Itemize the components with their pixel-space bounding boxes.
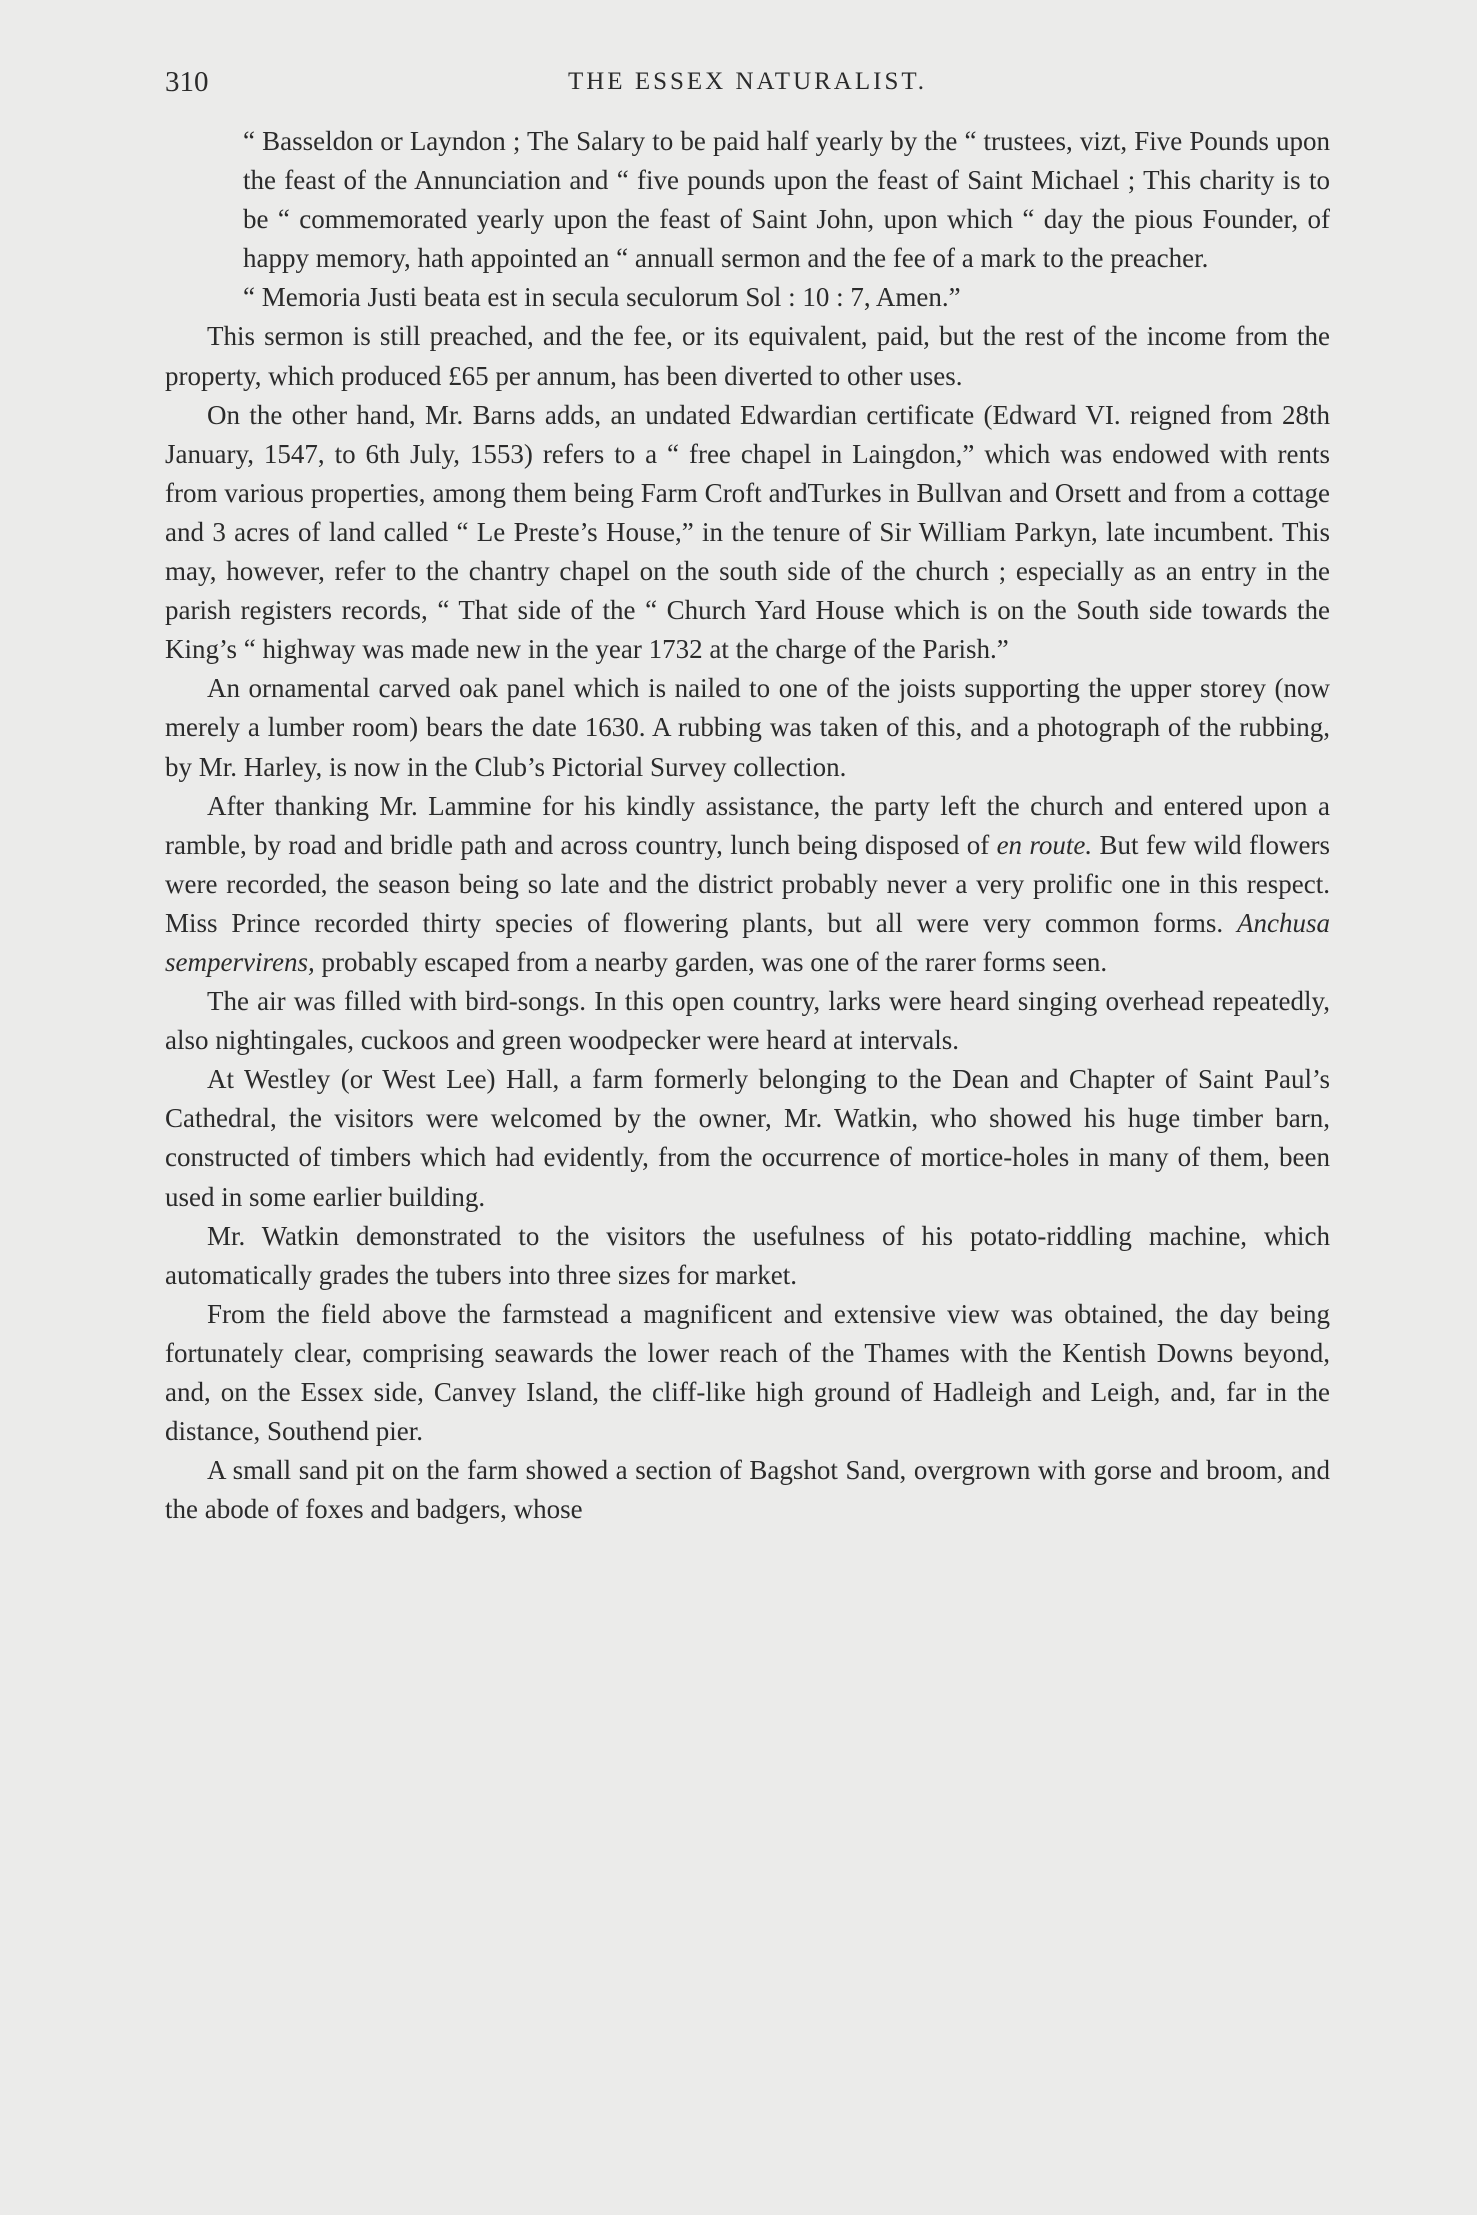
- paragraph-ramble: [165, 787, 1330, 982]
- quote-line: “ five pounds upon the feast of Saint Michael ; This charity is to be: [243, 165, 1330, 235]
- paragraph-westley-hall: At Westley (or West Lee) Hall, a farm formerly belonging to the Dean and Chapter of Saint Paul’s Cathedral, the visitors were welcomed by the owner, Mr. Watkin, who showed his huge timber barn, constructed of timbers which had evidently, from the occurrence of mortice-holes in many of them, been used in some earlier building.: [165, 1064, 1330, 1212]
- quote-closing-line: “ Memoria Justi beata est in secula seculorum Sol : 10 : 7, Amen.”: [243, 282, 961, 313]
- ramble-italic-en-route: en route.: [996, 829, 1093, 860]
- paragraph-riddling-machine: Mr. Watkin demonstrated to the visitors the usefulness of his potato-riddling machine, which automatically grades the tubers into three sizes for market.: [165, 1220, 1330, 1290]
- body-text: [165, 122, 1330, 1529]
- page-header: [165, 62, 1330, 122]
- paragraph-sand-pit: A small sand pit on the farm showed a section of Bagshot Sand, overgrown with gorse and broom, and the abode of foxes and badgers, whose: [165, 1455, 1330, 1525]
- quote-line: “ annuall sermon and the fee of a mark to the preacher.: [616, 243, 1209, 274]
- quote-line: “ Basseldon or Layndon ; The Salary to be paid half yearly by the: [243, 126, 958, 156]
- quote-line: “ trustees, vizt, Five Pounds upon the feast of the Annunciation and: [243, 126, 1330, 196]
- quote-paragraph: [243, 122, 1330, 278]
- ramble-text-b: But few wild flowers were recorded, the season being so late and the district probably never a very prolific one in this respect. Miss Prince recorded thirty species of flowering plants, but all were very common forms.: [165, 829, 1330, 938]
- quoted-deed: [165, 122, 1330, 317]
- paragraph-oak-panel: An ornamental carved oak panel which is nailed to one of the joists supporting the upper storey (now merely a lumber room) bears the date 1630. A rubbing was taken of this, and a photograph of the rubbing, by Mr. Harley, is now in the Club’s Pictorial Survey collection.: [165, 673, 1330, 782]
- paragraph-sermon: This sermon is still preached, and the fee, or its equivalent, paid, but the rest of the income from the property, which produced £65 per annum, has been diverted to other uses.: [165, 321, 1330, 391]
- running-title: THE ESSEX NATURALIST.: [567, 68, 928, 95]
- page: [165, 62, 1330, 1529]
- ramble-text-a: After thanking Mr. Lammine for his kindly assistance, the party left the church and entered upon a ramble, by road and bridle path and across country, lunch being disposed of: [165, 790, 1330, 860]
- quote-line: “ commemorated yearly upon the feast of Saint John, upon which: [277, 204, 1013, 235]
- quote-line: “ day the pious Founder, of happy memory, hath appointed an: [243, 204, 1330, 274]
- paragraph-view: From the field above the farmstead a magnificent and extensive view was obtained, the day being fortunately clear, comprising seawards the lower reach of the Thames with the Kentish Downs beyond, and, on the Essex side, Canvey Island, the cliff-like high ground of Hadleigh and Leigh, and, far in the distance, Southend pier.: [165, 1298, 1330, 1447]
- paragraph-certificate: On the other hand, Mr. Barns adds, an undated Edwardian certificate (Edward VI. reigned from 28th January, 1547, to 6th July, 1553) refers to a “ free chapel in Laingdon,” which was endowed with rents from various properties, among them being Farm Croft andTurkes in Bullvan and Orsett and from a cottage and 3 acres of land called “ Le Preste’s House,” in the tenure of Sir William Parkyn, late incumbent. This may, however, refer to the chantry chapel on the south side of the church ; especially as an entry in the parish registers records, “ That side of the “ Church Yard House which is on the South side towards the King’s “ highway was made new in the year 1732 at the charge of the Parish.”: [165, 399, 1330, 665]
- ramble-text-c: probably escaped from a nearby garden, was one of the rarer forms seen.: [314, 946, 1108, 977]
- paragraph-bird-songs: The air was filled with bird-songs. In this open country, larks were heard singing overhead repeatedly, also nightingales, cuckoos and green woodpecker were heard at intervals.: [165, 986, 1330, 1056]
- page-number: 310: [165, 66, 209, 98]
- ramble-italic-species: Anchusa sempervirens,: [165, 907, 1330, 977]
